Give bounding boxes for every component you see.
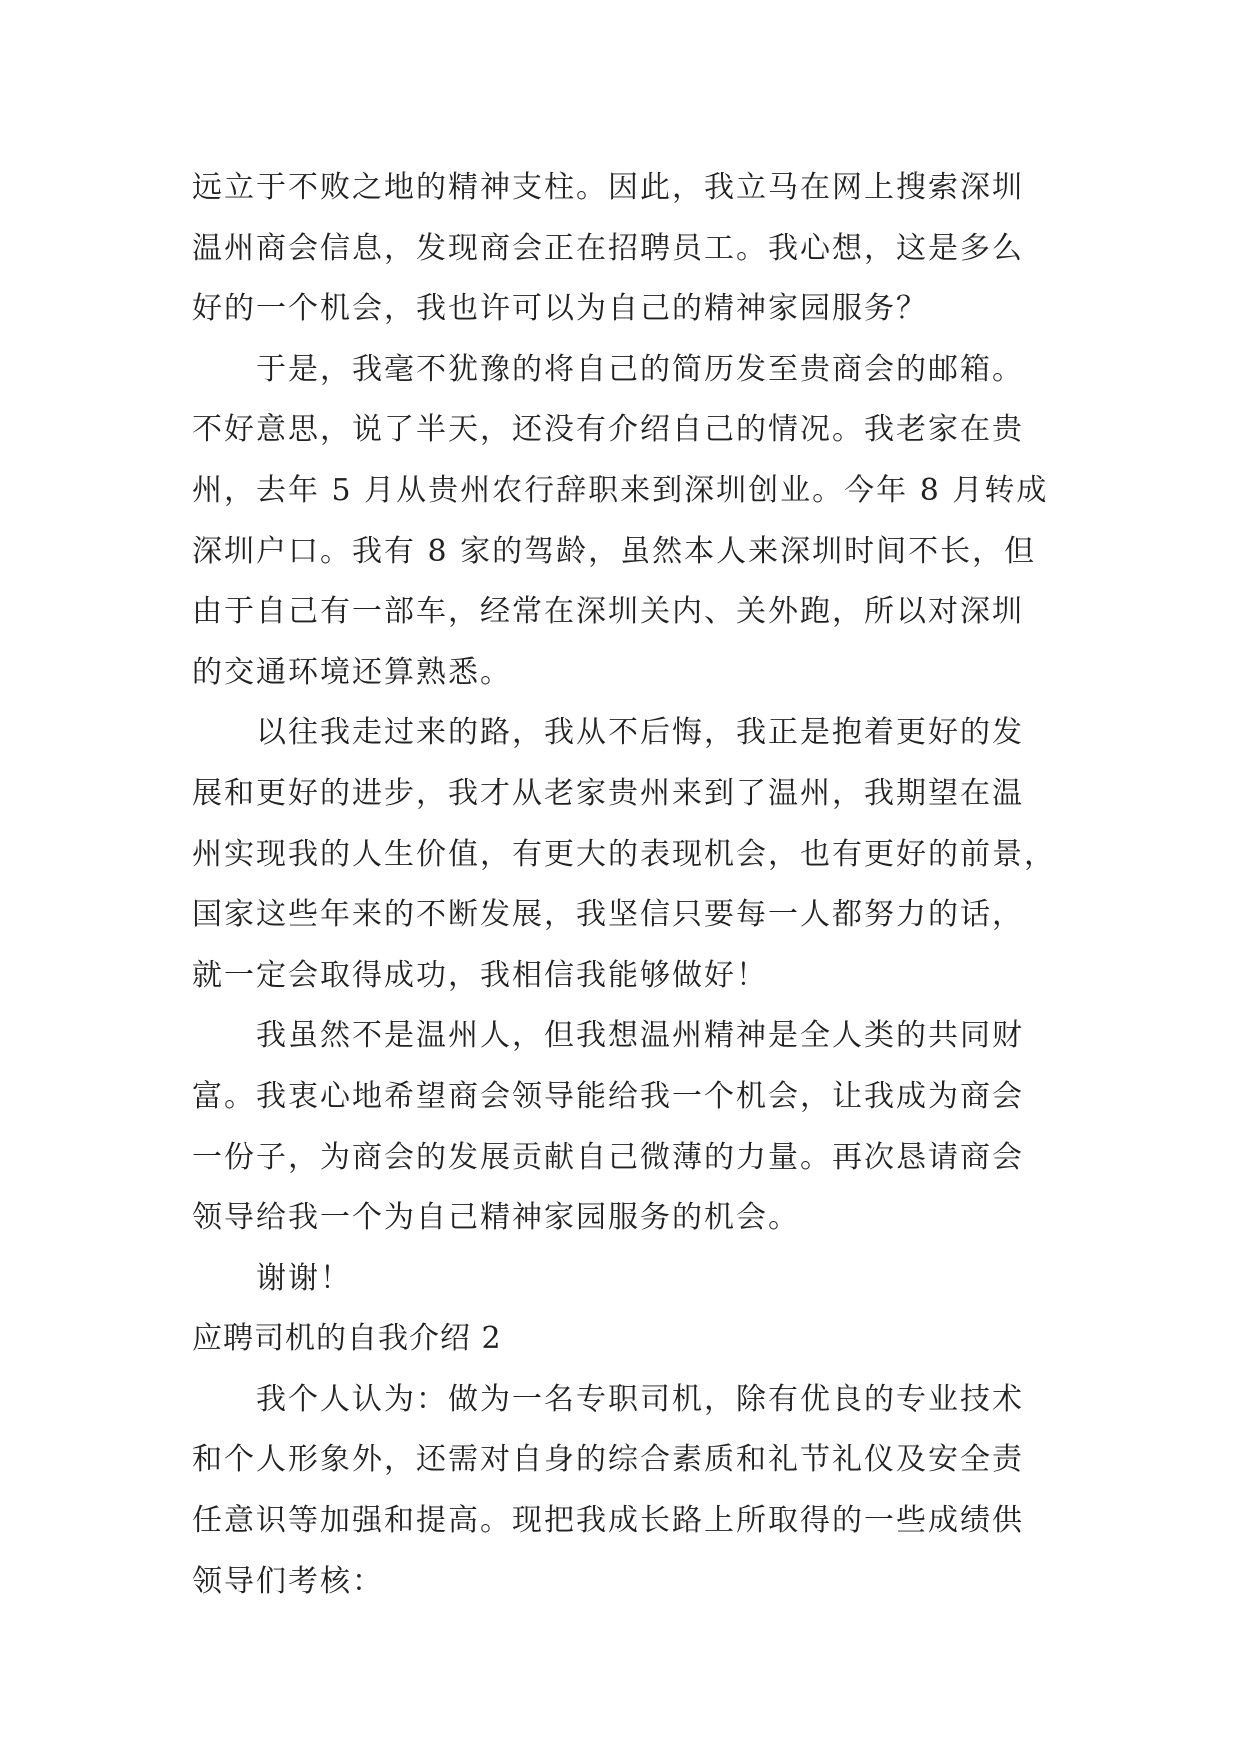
body-line: 不好意思，说了半天，还没有介绍自己的情况。我老家在贵 (192, 412, 1024, 448)
body-line: 国家这些年来的不断发展，我坚信只要每一人都努力的话， (192, 897, 1024, 933)
body-line: 任意识等加强和提高。现把我成长路上所取得的一些成绩供 (192, 1503, 1024, 1539)
body-line: 一份子，为商会的发展贡献自己微薄的力量。再次恳请商会 (192, 1139, 1024, 1175)
body-line: 由于自己有一部车，经常在深圳关内、关外跑，所以对深圳 (192, 594, 1024, 630)
paragraph-first-line: 以往我走过来的路，我从不后悔，我正是抱着更好的发 (256, 715, 1024, 751)
body-line: 和个人形象外，还需对自身的综合素质和礼节礼仪及安全责 (192, 1442, 1024, 1478)
body-line: 州，去年 5 月从贵州农行辞职来到深圳创业。今年 8 月转成 (192, 472, 1049, 508)
body-line: 好的一个机会，我也许可以为自己的精神家园服务？ (192, 291, 928, 327)
body-line: 深圳户口。我有 8 家的驾龄，虽然本人来深圳时间不长，但 (192, 533, 1037, 569)
paragraph-first-line: 我个人认为：做为一名专职司机，除有优良的专业技术 (256, 1381, 1024, 1417)
body-line: 展和更好的进步，我才从老家贵州来到了温州，我期望在温 (192, 775, 1024, 811)
paragraph-first-line: 于是，我毫不犹豫的将自己的简历发至贵商会的邮箱。 (256, 351, 1024, 387)
body-line: 领导给我一个为自己精神家园服务的机会。 (192, 1200, 800, 1236)
body-line: 就一定会取得成功，我相信我能够做好！ (192, 957, 768, 993)
section-heading: 应聘司机的自我介绍 2 (192, 1321, 502, 1357)
paragraph-first-line: 我虽然不是温州人，但我想温州精神是全人类的共同财 (256, 1018, 1024, 1054)
body-line: 温州商会信息，发现商会正在招聘员工。我心想，这是多么 (192, 230, 1024, 266)
body-line: 州实现我的人生价值，有更大的表现机会，也有更好的前景， (192, 836, 1056, 872)
body-line: 富。我衷心地希望商会领导能给我一个机会，让我成为商会 (192, 1078, 1024, 1114)
document-body (192, 158, 1072, 1612)
body-line: 领导们考核： (192, 1563, 384, 1599)
body-line: 远立于不败之地的精神支柱。因此，我立马在网上搜索深圳 (192, 170, 1024, 205)
closing-thanks: 谢谢！ (256, 1260, 352, 1296)
body-line: 的交通环境还算熟悉。 (192, 654, 512, 690)
